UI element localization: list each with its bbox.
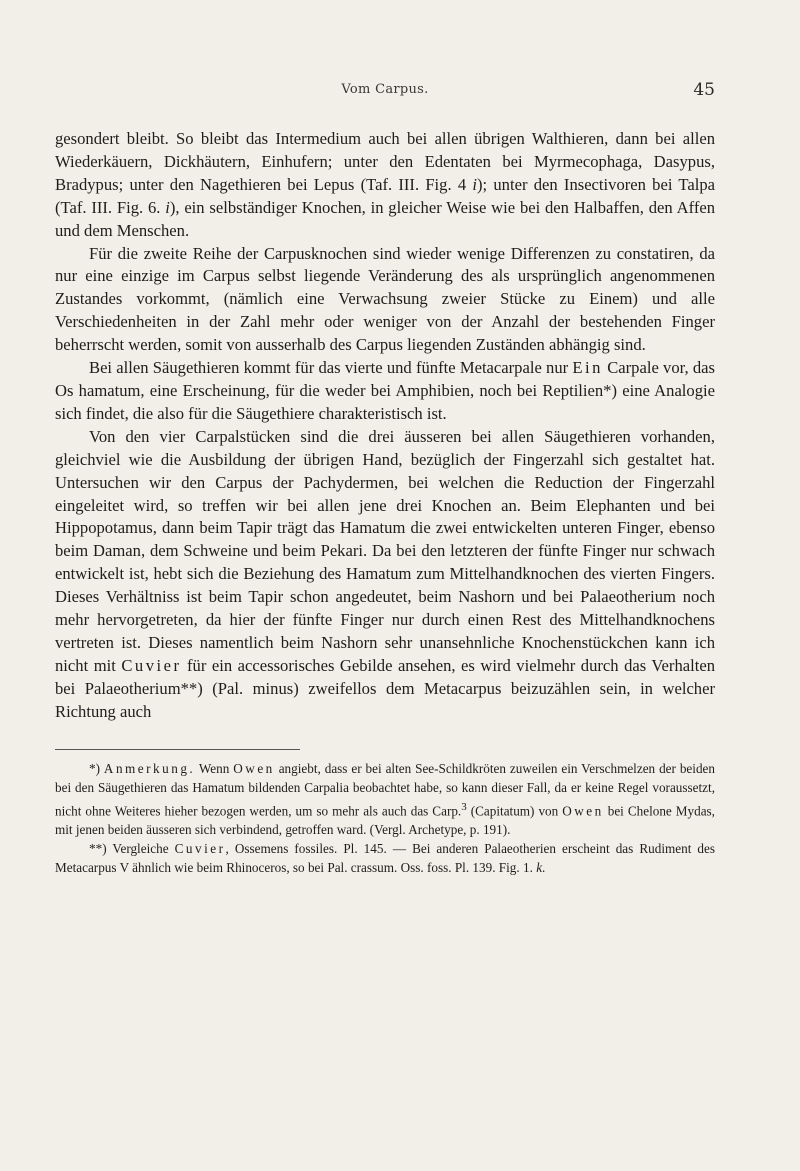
text-span: (Capitatum) von: [466, 803, 563, 819]
footnotes: [55, 760, 715, 878]
text-span: angiebt, dass er bei alten See-Schildkröten zuweilen ein Verschmelzen der beiden bei den Säugethieren das Hamatum bildenden Carpalia beobachtet habe, so kann dieser Fall, da er keine Regel voraussetzt, nicht ohne Weiteres hieher bezogen werden, um so mehr als auch das Carp.: [55, 761, 715, 819]
text-span: für ein accessorisches Gebilde ansehen, es wird vielmehr durch das Verhalten bei Palaeotherium**) (Pal. minus) zweifellos dem Metacarpus beizuzählen sein, in welcher Richtung auch: [55, 655, 715, 721]
text-span: ), ein selbständiger Knochen, in gleicher Weise wie bei den Halbaffen, den Affen und dem Menschen.: [55, 197, 716, 240]
paragraph: [55, 357, 715, 426]
spaced-name: Owen: [233, 761, 275, 776]
paragraph: [55, 243, 715, 358]
footnote: [55, 840, 715, 878]
spaced-name: Ein: [572, 358, 603, 378]
italic-label: k: [536, 859, 543, 875]
paragraph: [55, 426, 715, 724]
text-span: , Ossemens fossiles. Pl. 145. — Bei anderen Palaeotherien erscheint das Rudiment des Metacarpus V ähnlich wie beim Rhinoceros, so bei Pal. crassum. Oss. foss. Pl. 139. Fig. 1.: [55, 841, 716, 875]
running-title: Vom Carpus.: [341, 82, 429, 97]
footnote-rule: [55, 749, 300, 750]
text-span: Bei allen Säugethieren kommt für das vierte und fünfte Metacarpale nur: [89, 358, 573, 378]
text-span: Carpale vor, das Os hamatum, eine Erscheinung, für die weder bei Amphibien, noch bei Reptilien*) eine Analogie sich findet, die also für die Säugethiere charakteristisch ist.: [55, 358, 716, 423]
spaced-name: Owen: [562, 803, 604, 819]
text-span: Für die zweite Reihe der Carpusknochen sind wieder wenige Differenzen zu constatiren, da nur eine einzige im Carpus selbst liegende Veränderung des als ursprünglich angenommenen Zustandes vorkommt, (nämlich eine Verwachsung zweier Stücke zu Einem) und alle Verschiedenheiten in der Zahl mehr oder weniger von der Anzahl der bestehenden Finger beherrscht werden, somit von ausserhalb des Carpus liegenden Zuständen abhängig sind.: [55, 243, 715, 355]
spaced-name: Anmerkung.: [103, 761, 196, 776]
text-span: .: [542, 859, 546, 875]
text-span: ); unter den Insectivoren bei Talpa (Taf. III. Fig. 6.: [55, 174, 715, 217]
spaced-name: Cuvier: [174, 841, 226, 857]
main-text: [55, 128, 715, 724]
spaced-name: Cuvier: [121, 655, 182, 675]
page-header: [55, 80, 715, 110]
italic-label: i: [472, 174, 478, 194]
italic-label: i: [165, 197, 170, 217]
text-span: bei Chelone Mydas, mit jenen beiden äusseren sich verbindend, getroffen ward. (Vergl. Archetype, p. 191).: [55, 803, 715, 838]
text-span: **) Vergleiche: [89, 841, 175, 857]
text-span: *): [89, 761, 104, 776]
text-span: Von den vier Carpalstücken sind die drei äusseren bei allen Säugethieren vorhanden, gleichviel wie die Ausbildung der übrigen Hand, bezüglich der Fingerzahl sich gestaltet hat. Untersuchen wir den Carpus der Pachydermen, bei welchen die Reduction der Fingerzahl eingeleitet wird, so treffen wir bei allen jene drei Knochen an. Beim Elephanten und bei Hippopotamus, dann beim Tapir trägt das Hamatum die zwei entwickelten unteren Finger, ebenso beim Daman, dem Schweine und beim Pekari. Da bei den letzteren der fünfte Finger nur schwach entwickelt ist, hebt sich die Beziehung des Hamatum zum Mittelhandknochen des vierten Fingers. Dieses Verhältniss ist beim Tapir schon angedeutet, beim Nashorn und bei Palaeotherium noch mehr hervorgetreten, da hier der fünfte Finger nur durch einen Rest des Mittelhandknochens vertreten ist. Dieses namentlich beim Nashorn sehr unansehnliche Knochenstückchen kann ich nicht mit: [55, 426, 715, 675]
text-span: Wenn: [195, 761, 234, 776]
superscript: 3: [461, 800, 467, 813]
page-number: 45: [693, 80, 715, 100]
text-span: gesondert bleibt. So bleibt das Intermedium auch bei allen übrigen Walthieren, dann bei allen Wiederkäuern, Dickhäutern, Einhufern; unter den Edentaten bei Myrmecophaga, Dasypus, Bradypus; unter den Nagethieren bei Lepus (Taf. III. Fig. 4: [55, 129, 715, 194]
paragraph: [55, 128, 715, 243]
footnote: [55, 760, 715, 840]
